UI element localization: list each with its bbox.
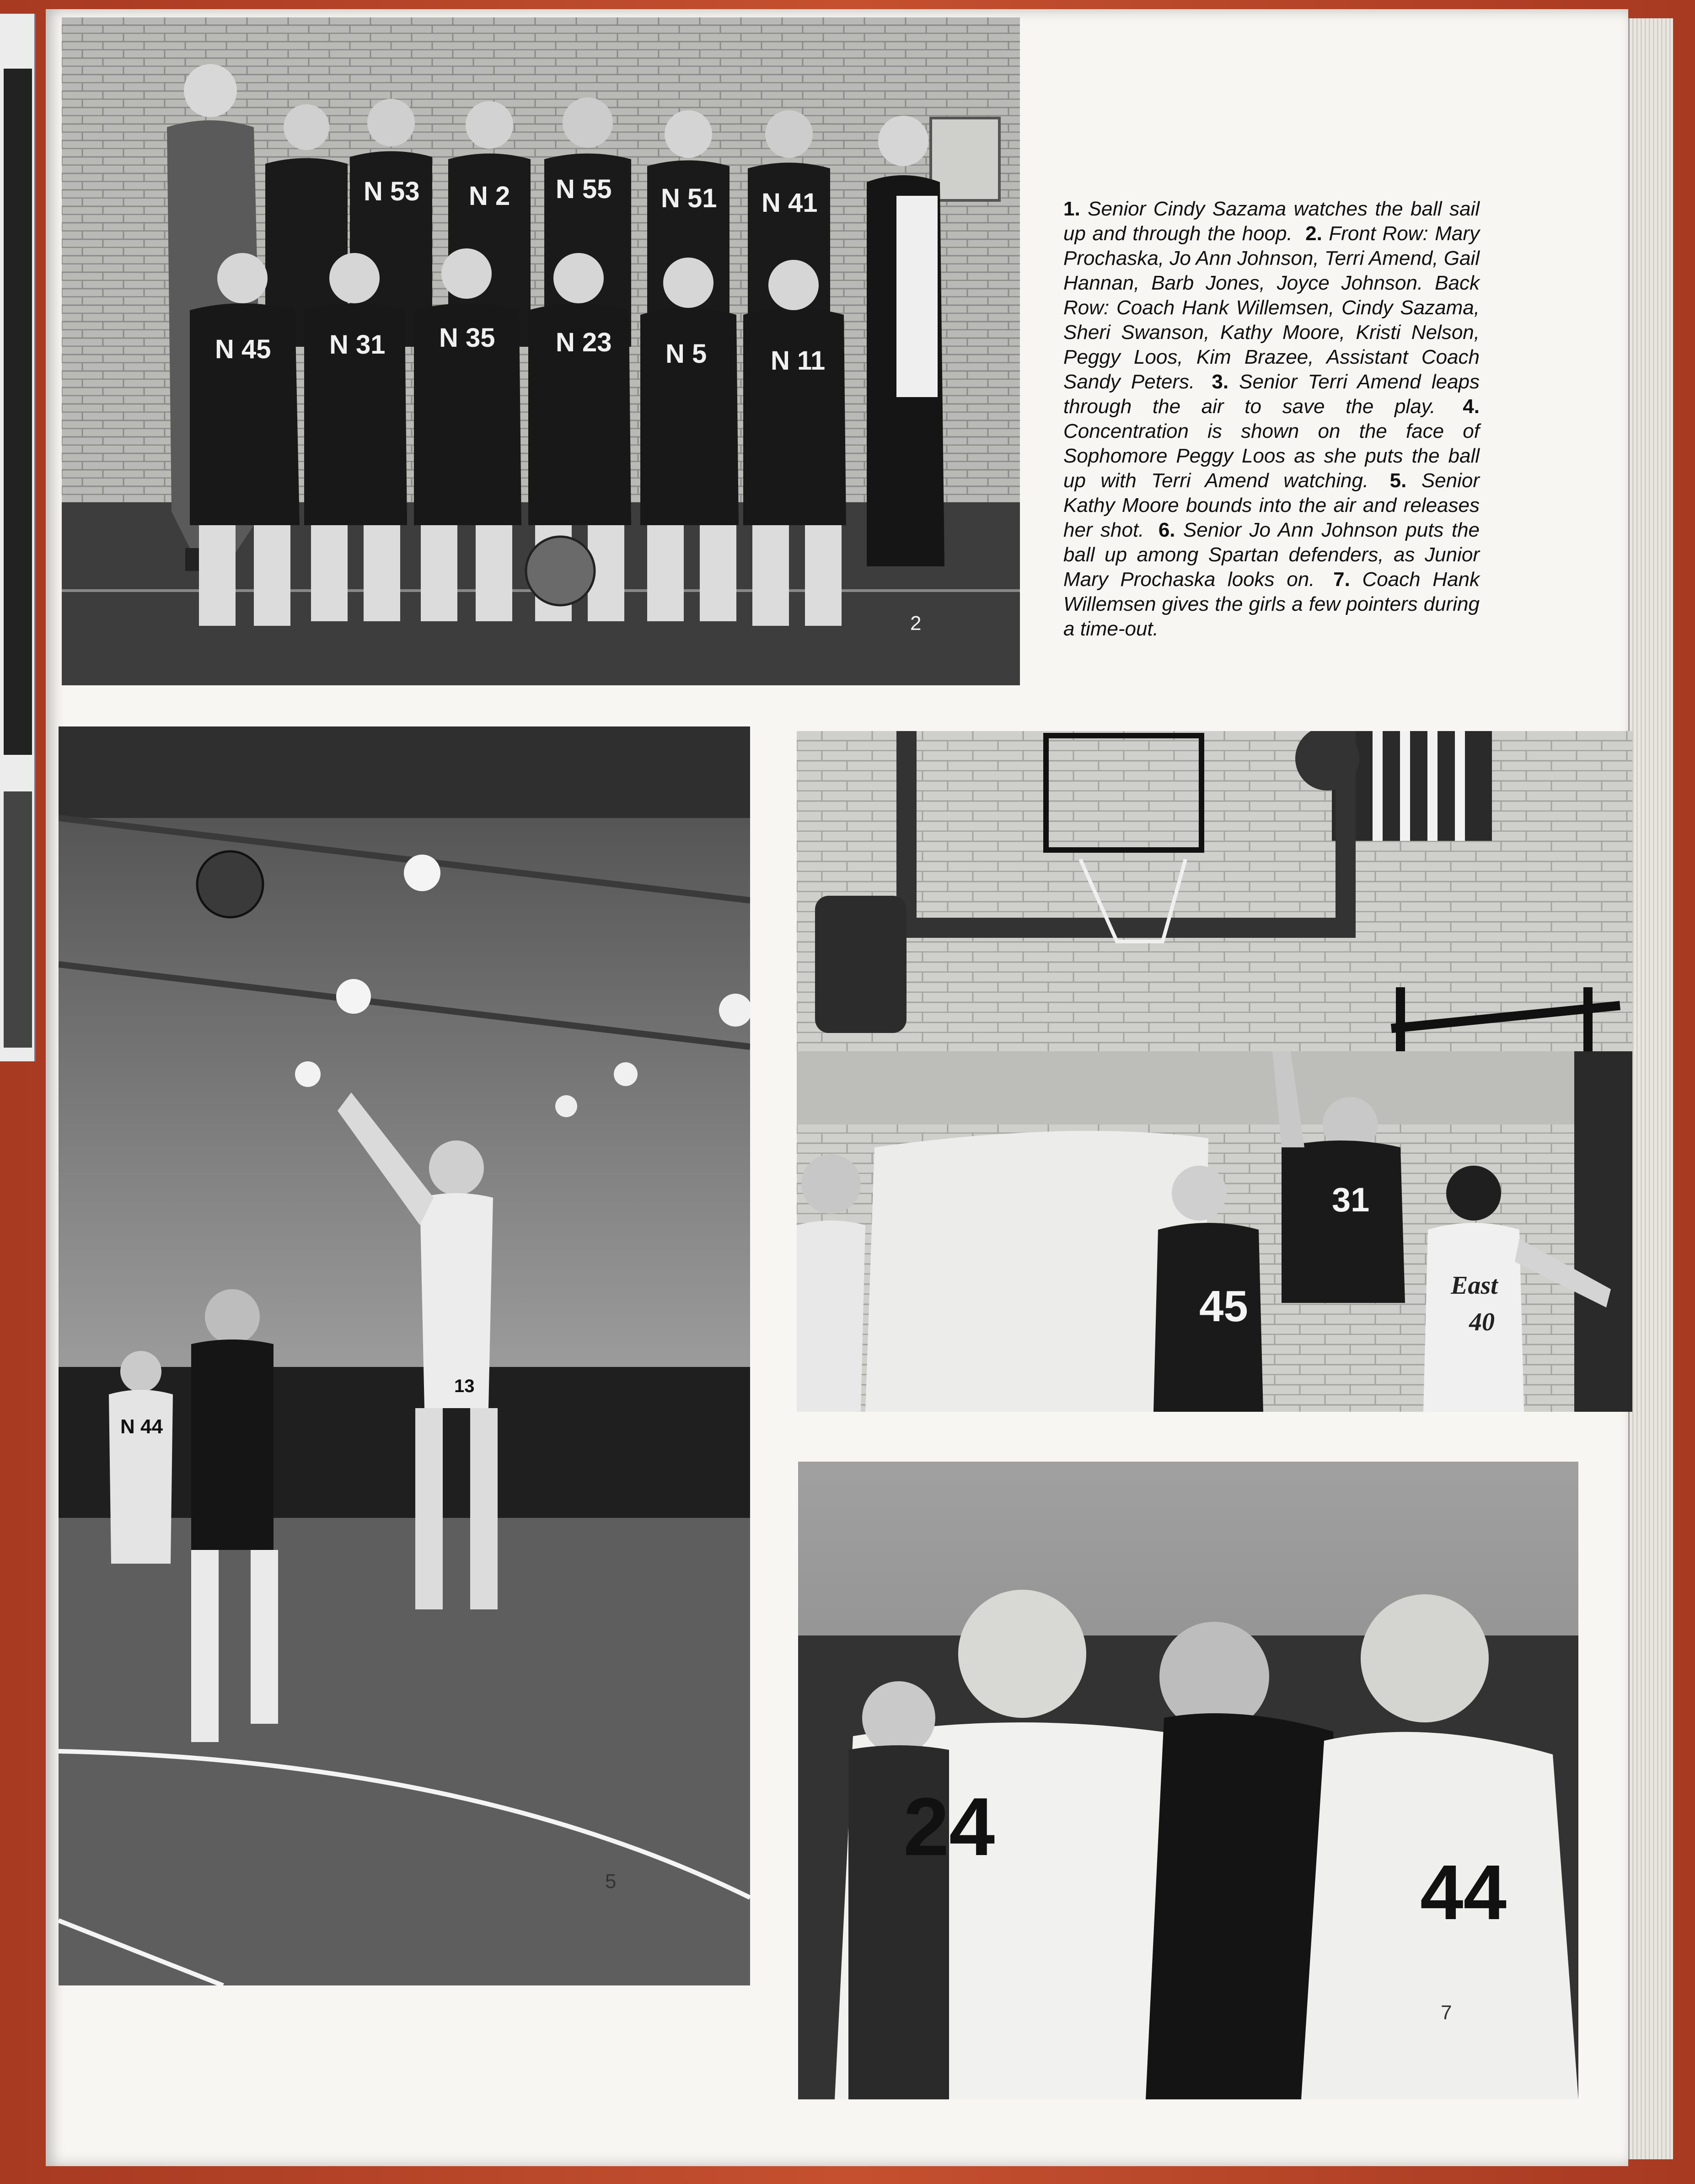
caption-text: Senior Jo Ann Johnson puts the ball up among Spartan defenders, as Junior Mary Prochaska looks on. [1063, 519, 1480, 591]
jersey-number: 13 [454, 1376, 475, 1396]
jersey-number: N 51 [661, 183, 717, 213]
jersey-number: N 2 [469, 181, 510, 211]
facing-page-edge [0, 14, 36, 1061]
jersey-number: 45 [1199, 1282, 1248, 1331]
caption-text: Senior Terri Amend leaps through the air to save the play. [1063, 371, 1480, 418]
jersey-number: 31 [1332, 1181, 1370, 1219]
timeout-illustration [798, 1462, 1578, 2099]
team-photo-illustration [62, 17, 1020, 685]
photo-captions [1063, 197, 1480, 641]
jersey-number: N 5 [665, 339, 707, 369]
caption-text: Concentration is shown on the face of Sophomore Peggy Loos as she puts the ball up with Terri Amend watching. [1063, 420, 1480, 492]
photo-label: 2 [910, 612, 922, 635]
jersey-number: N 53 [364, 177, 420, 206]
jersey-number: 24 [903, 1781, 995, 1873]
caption-text: Senior Cindy Sazama watches the ball sail up and through the hoop. [1063, 198, 1480, 245]
timeout-photo [798, 1462, 1578, 2099]
jersey-number: 44 [1420, 1849, 1507, 1936]
photo-label: 7 [1441, 2001, 1452, 2024]
caption-number: 1. [1063, 198, 1080, 220]
basket-play-photo [797, 731, 1632, 1412]
caption-text: Senior Kathy Moore bounds into the air and releases her shot. [1063, 469, 1480, 541]
caption-number: 6. [1158, 519, 1175, 541]
team-photo [62, 17, 1020, 685]
jersey-script: East [1451, 1271, 1498, 1300]
caption-text: Front Row: Mary Prochaska, Jo Ann Johnson, Terri Amend, Gail Hannan, Barb Jones, Joyce Johnson. Back Row: Coach Hank Willemsen, Cindy Sazama, Sheri Swanson, Kathy Moore, Kristi Nelson, Peggy Loos, Kim Brazee, Assistant Coach Sandy Peters. [1063, 222, 1480, 393]
page-stack-edge [1628, 18, 1673, 2159]
jersey-number: N 55 [556, 174, 612, 204]
jersey-number: N 23 [556, 328, 612, 357]
basket-play-illustration [797, 731, 1632, 1412]
jersey-number: N 45 [215, 334, 271, 364]
jersey-number: N 41 [762, 188, 818, 218]
caption-number: 4. [1463, 395, 1480, 418]
caption-number: 5. [1389, 469, 1407, 492]
facing-page-photo-strip [4, 69, 32, 755]
caption-number: 7. [1333, 568, 1350, 591]
jump-shot-photo [59, 726, 750, 1985]
jersey-number: N 44 [120, 1415, 163, 1438]
caption-number: 2. [1305, 222, 1322, 245]
photo-label: 5 [605, 1870, 617, 1893]
jersey-number: 40 [1469, 1308, 1495, 1336]
facing-page-photo-strip [4, 791, 32, 1048]
caption-text: Coach Hank Willemsen gives the girls a few pointers during a time-out. [1063, 568, 1480, 640]
jersey-number: N 35 [439, 323, 495, 353]
caption-number: 3. [1212, 371, 1229, 393]
jersey-number: N 31 [329, 330, 386, 360]
jump-shot-illustration [59, 726, 750, 1985]
jersey-number: N 11 [771, 346, 826, 376]
